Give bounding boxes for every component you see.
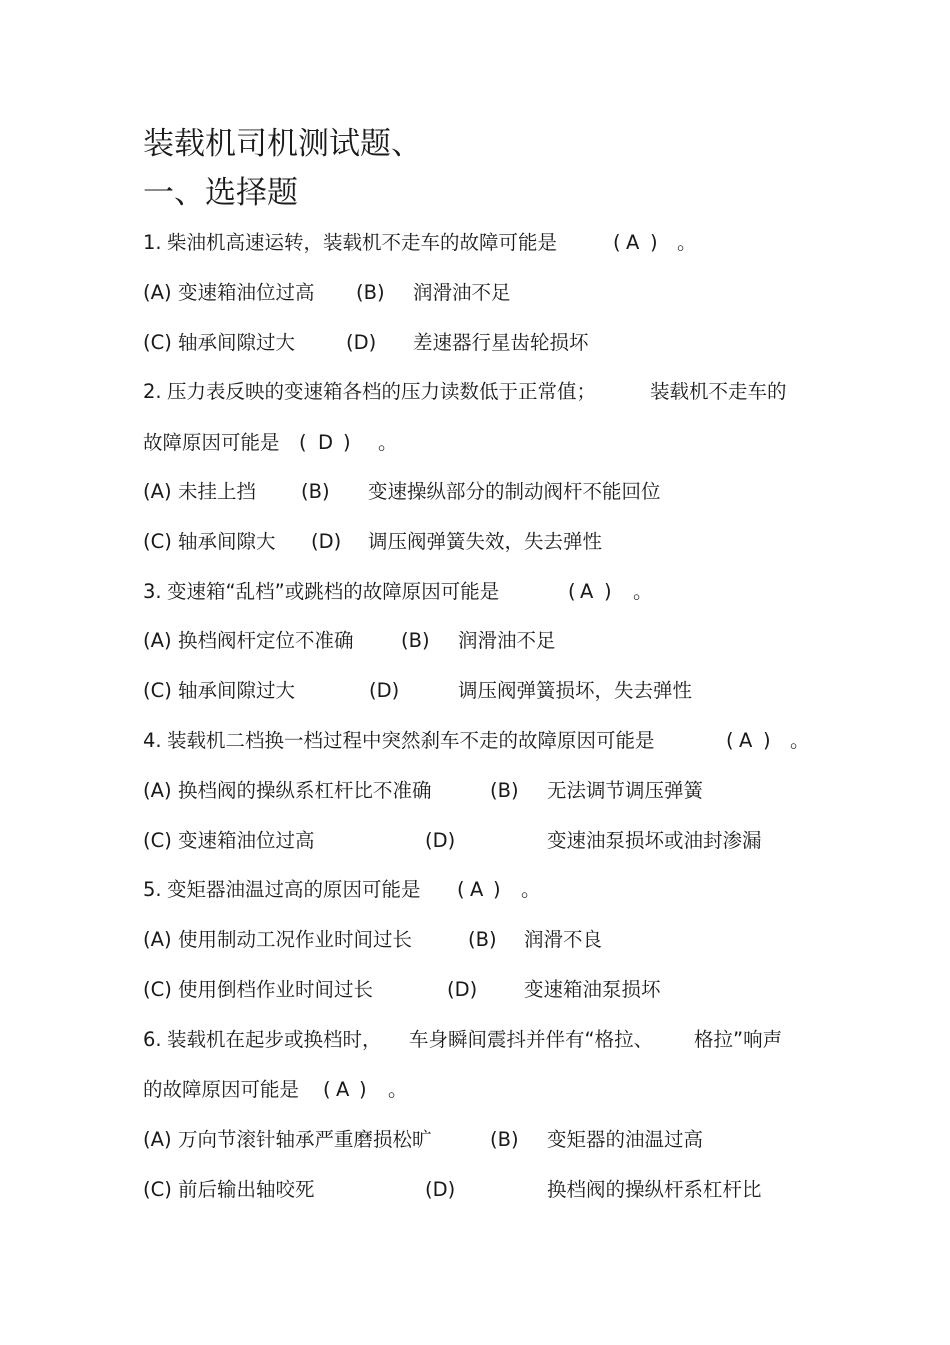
- question-number: 3.: [143, 580, 162, 603]
- option-label: (B): [301, 480, 330, 503]
- question-text: 格拉”响声: [694, 1028, 783, 1051]
- option-label: (A): [143, 629, 172, 652]
- answer-open-paren: (: [457, 878, 465, 901]
- option-text: 变速操纵部分的制动阀杆不能回位: [368, 480, 661, 503]
- option-text: 使用制动工况作业时间过长: [178, 928, 413, 951]
- question-text: 变矩器油温过高的原因可能是: [167, 878, 421, 901]
- option-text: 变矩器的油温过高: [547, 1128, 704, 1151]
- option-text: 换档阀的操纵系杠杆比不准确: [178, 779, 432, 802]
- option-text: 前后输出轴咬死: [178, 1178, 315, 1201]
- question-number: 5.: [143, 878, 162, 901]
- option-text: 轴承间隙过大: [178, 331, 296, 354]
- answer-open-paren: (: [323, 1078, 331, 1101]
- answer-letter: A: [470, 878, 484, 901]
- option-label: (B): [490, 1128, 519, 1151]
- answer-letter: A: [580, 580, 594, 603]
- document-title: 装载机司机测试题、: [143, 126, 422, 162]
- question-text: 装载机不走车的: [650, 380, 787, 403]
- option-text: 变速箱油泵损坏: [524, 978, 661, 1001]
- option-text: 润滑不良: [524, 928, 603, 951]
- answer-close-paren: ): [493, 878, 501, 901]
- option-label: (A): [143, 928, 172, 951]
- end-mark: 。: [521, 878, 541, 901]
- option-label: (D): [311, 530, 342, 553]
- option-text: 万向节滚针轴承严重磨损松旷: [178, 1128, 432, 1151]
- end-mark: 。: [790, 729, 810, 752]
- question-text: 的故障原因可能是: [143, 1078, 300, 1101]
- option-text: 换档阀的操纵杆系杠杆比: [547, 1178, 762, 1201]
- end-mark: 。: [378, 431, 398, 454]
- question-text: 压力表反映的变速箱各档的压力读数低于正常值；: [167, 380, 597, 403]
- answer-open-paren: (: [299, 431, 307, 454]
- end-mark: 。: [677, 231, 697, 254]
- question-text: 装载机在起步或换档时，: [167, 1028, 382, 1051]
- option-text: 变速箱油位过高: [178, 281, 315, 304]
- option-label: (B): [468, 928, 497, 951]
- question-number: 2.: [143, 380, 162, 403]
- option-label: (A): [143, 779, 172, 802]
- option-text: 轴承间隙过大: [178, 679, 296, 702]
- answer-open-paren: (: [613, 231, 621, 254]
- section-heading: 一、选择题: [143, 175, 298, 211]
- option-label: (A): [143, 1128, 172, 1151]
- option-text: 变速箱油位过高: [178, 829, 315, 852]
- option-label: (D): [447, 978, 478, 1001]
- option-text: 差速器行星齿轮损坏: [413, 331, 589, 354]
- option-label: (D): [346, 331, 377, 354]
- end-mark: 。: [633, 580, 653, 603]
- option-text: 轴承间隙大: [178, 530, 276, 553]
- option-label: (A): [143, 281, 172, 304]
- option-text: 使用倒档作业时间过长: [178, 978, 374, 1001]
- option-label: (B): [401, 629, 430, 652]
- answer-close-paren: ): [763, 729, 771, 752]
- question-text: 柴油机高速运转，装载机不走车的故障可能是: [167, 231, 558, 254]
- question-number: 1.: [143, 231, 162, 254]
- answer-open-paren: (: [568, 580, 576, 603]
- answer-open-paren: (: [726, 729, 734, 752]
- question-text: 装载机二档换一档过程中突然刹车不走的故障原因可能是: [167, 729, 655, 752]
- end-mark: 。: [388, 1078, 408, 1101]
- option-text: 润滑油不足: [413, 281, 511, 304]
- option-label: (D): [425, 829, 456, 852]
- question-number: 4.: [143, 729, 162, 752]
- answer-close-paren: ): [359, 1078, 367, 1101]
- option-text: 润滑油不足: [458, 629, 556, 652]
- option-label: (C): [143, 530, 172, 553]
- answer-close-paren: ): [604, 580, 612, 603]
- option-label: (B): [490, 779, 519, 802]
- option-text: 变速油泵损坏或油封渗漏: [547, 829, 762, 852]
- question-text: 变速箱“乱档”或跳档的故障原因可能是: [167, 580, 500, 603]
- option-text: 未挂上挡: [178, 480, 257, 503]
- option-text: 调压阀弹簧损坏，失去弹性: [458, 679, 693, 702]
- option-text: 换档阀杆定位不准确: [178, 629, 354, 652]
- option-label: (C): [143, 978, 172, 1001]
- option-label: (D): [425, 1178, 456, 1201]
- option-label: (C): [143, 829, 172, 852]
- answer-letter: A: [336, 1078, 350, 1101]
- answer-close-paren: ): [343, 431, 351, 454]
- question-text: 车身瞬间震抖并伴有“格拉、: [409, 1028, 654, 1051]
- option-text: 调压阀弹簧失效，失去弹性: [368, 530, 603, 553]
- answer-letter: D: [318, 431, 334, 454]
- option-label: (C): [143, 1178, 172, 1201]
- question-number: 6.: [143, 1028, 162, 1051]
- option-label: (C): [143, 679, 172, 702]
- answer-letter: A: [626, 231, 640, 254]
- option-label: (C): [143, 331, 172, 354]
- answer-close-paren: ): [650, 231, 658, 254]
- option-text: 无法调节调压弹簧: [547, 779, 704, 802]
- question-text: 故障原因可能是: [143, 431, 280, 454]
- answer-letter: A: [739, 729, 753, 752]
- option-label: (B): [356, 281, 385, 304]
- option-label: (A): [143, 480, 172, 503]
- option-label: (D): [369, 679, 400, 702]
